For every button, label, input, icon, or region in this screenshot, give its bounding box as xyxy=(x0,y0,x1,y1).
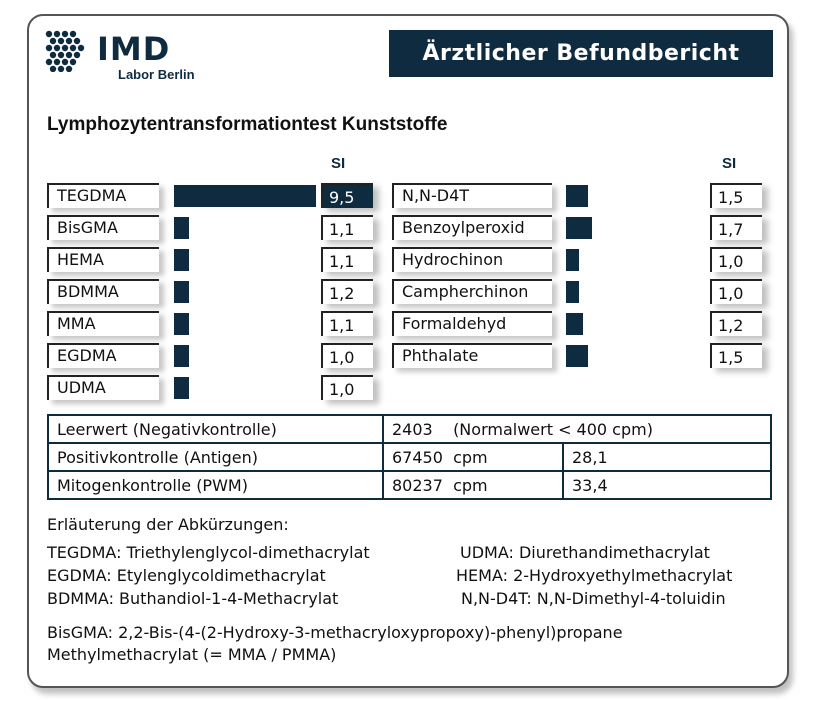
si-bar xyxy=(566,345,588,367)
dots-logo-icon xyxy=(45,30,91,72)
pos-control-si: 28,1 xyxy=(563,443,771,471)
imd-logo xyxy=(45,30,195,84)
si-bar xyxy=(174,185,316,207)
result-label: BisGMA xyxy=(47,215,159,240)
table-row xyxy=(48,443,771,471)
result-label: Phthalate xyxy=(392,343,552,368)
legend-egdma: EGDMA: Etylenglycoldimethacrylat xyxy=(47,566,326,585)
si-bar xyxy=(174,217,189,239)
si-value: 1,1 xyxy=(321,247,373,272)
result-label: BDMMA xyxy=(47,279,159,304)
result-label: Formaldehyd xyxy=(392,311,552,336)
si-value: 1,1 xyxy=(321,215,373,240)
result-label: TEGDMA xyxy=(47,183,159,208)
report-banner: Ärztlicher Befundbericht xyxy=(389,30,773,77)
si-value: 1,0 xyxy=(321,375,373,400)
result-label: Hydrochinon xyxy=(392,247,552,272)
table-row xyxy=(48,471,771,499)
result-label: Benzoylperoxid xyxy=(392,215,552,240)
legend-nnd4t: N,N-D4T: N,N-Dimethyl-4-toluidin xyxy=(461,589,726,608)
table-row xyxy=(48,415,771,443)
legend-tegdma: TEGDMA: Triethylenglycol-dimethacrylat xyxy=(47,543,370,562)
si-header-left: SI xyxy=(331,155,346,172)
controls-table xyxy=(47,414,772,500)
result-label: Campherchinon xyxy=(392,279,552,304)
legend-bdmma: BDMMA: Buthandiol-1-4-Methacrylat xyxy=(47,589,339,608)
si-value: 1,5 xyxy=(710,343,762,368)
logo-subtitle: Labor Berlin xyxy=(118,67,195,82)
si-value: 1,2 xyxy=(710,311,762,336)
si-bar xyxy=(566,281,579,303)
si-bar xyxy=(174,377,189,399)
result-label: MMA xyxy=(47,311,159,336)
si-bar xyxy=(174,345,189,367)
legend-mma: Methylmethacrylat (= MMA / PMMA) xyxy=(47,645,337,664)
legend-udma: UDMA: Diurethandimethacrylat xyxy=(460,543,710,562)
si-bar xyxy=(174,313,189,335)
si-bar xyxy=(566,313,583,335)
pos-control-cpm: 67450 cpm xyxy=(383,443,563,471)
neg-control-label: Leerwert (Negativkontrolle) xyxy=(48,415,383,443)
si-header-right: SI xyxy=(722,155,737,172)
legend-bisgma: BisGMA: 2,2-Bis-(4-(2-Hydroxy-3-methacryloxypropoxy)-phenyl)propane xyxy=(47,623,623,642)
si-value: 9,5 xyxy=(321,183,373,208)
si-value: 1,1 xyxy=(321,311,373,336)
si-bar xyxy=(566,185,588,207)
si-value: 1,2 xyxy=(321,279,373,304)
result-label: EGDMA xyxy=(47,343,159,368)
si-value: 1,0 xyxy=(710,247,762,272)
si-bar xyxy=(566,249,579,271)
si-value: 1,7 xyxy=(710,215,762,240)
si-bar xyxy=(174,281,189,303)
neg-control-value: 2403 (Normalwert < 400 cpm) xyxy=(383,415,771,443)
si-bar xyxy=(566,217,592,239)
si-value: 1,5 xyxy=(710,183,762,208)
result-label: N,N-D4T xyxy=(392,183,552,208)
si-value: 1,0 xyxy=(321,343,373,368)
si-bar xyxy=(174,249,189,271)
legend-heading: Erläuterung der Abkürzungen: xyxy=(47,515,289,534)
result-label: HEMA xyxy=(47,247,159,272)
logo-text: IMD xyxy=(97,30,171,68)
result-label: UDMA xyxy=(47,375,159,400)
mito-control-si: 33,4 xyxy=(563,471,771,499)
page-title: Lymphozytentransformationtest Kunststoffe xyxy=(47,114,448,135)
mito-control-cpm: 80237 cpm xyxy=(383,471,563,499)
si-value: 1,0 xyxy=(710,279,762,304)
mito-control-label: Mitogenkontrolle (PWM) xyxy=(48,471,383,499)
pos-control-label: Positivkontrolle (Antigen) xyxy=(48,443,383,471)
legend-hema: HEMA: 2-Hydroxyethylmethacrylat xyxy=(456,566,733,585)
